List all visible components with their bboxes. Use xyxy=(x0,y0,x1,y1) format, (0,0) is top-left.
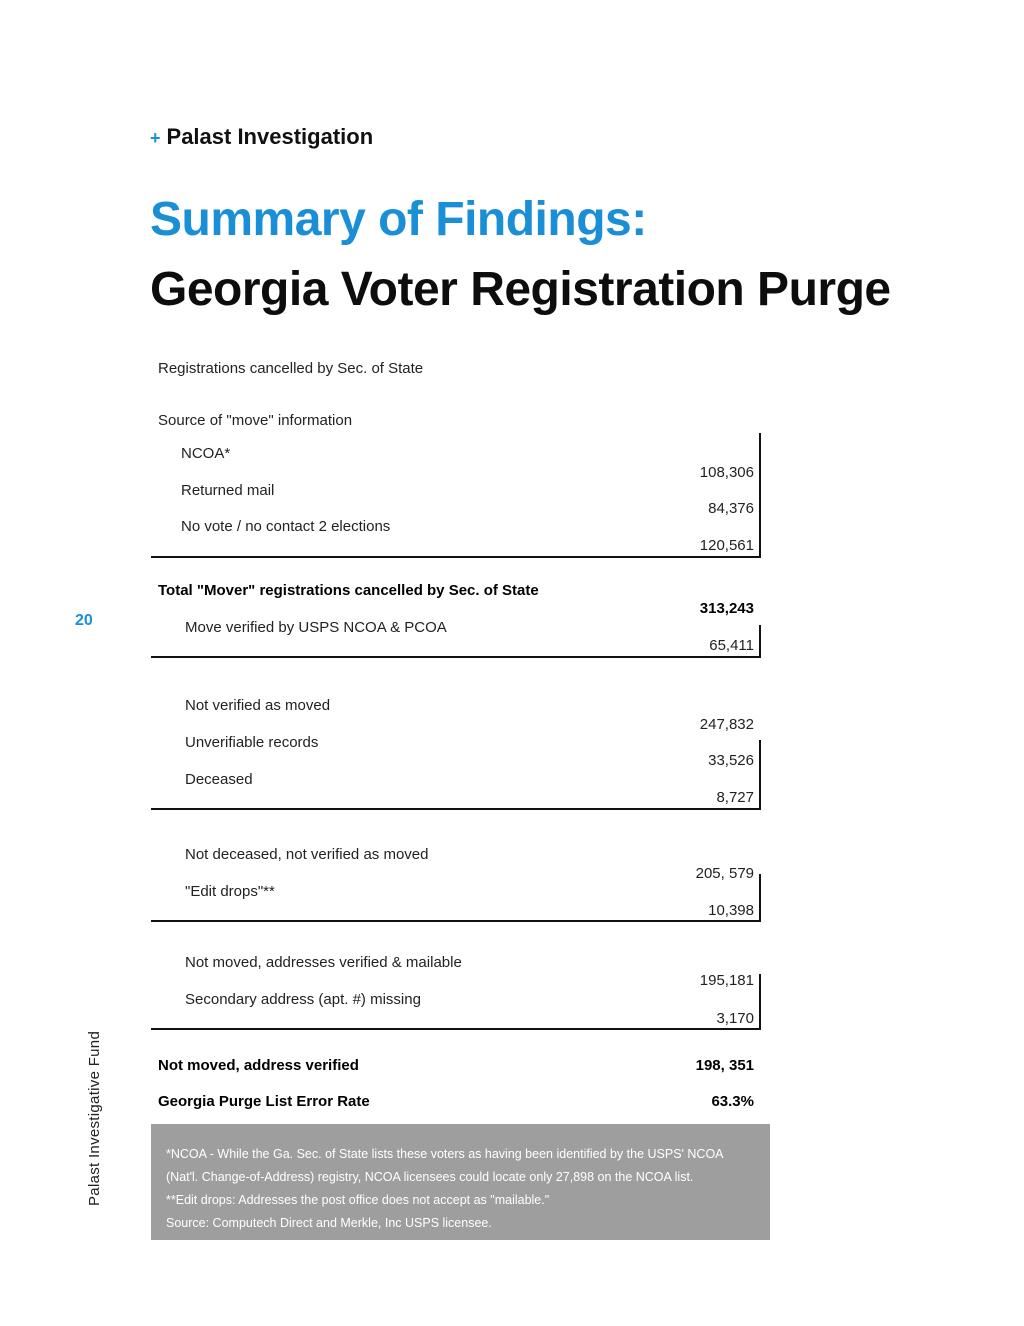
column-divider xyxy=(759,433,761,557)
row-label-total-movers: Total "Mover" registrations cancelled by Sec. of State xyxy=(158,582,539,599)
row-label-not-deceased: Not deceased, not verified as moved xyxy=(185,846,429,863)
section-label-source: Source of "move" information xyxy=(158,412,353,429)
title-line-1: Summary of Findings: xyxy=(150,193,647,246)
row-value-returned-mail: 84,376 xyxy=(708,500,754,517)
row-label-returned-mail: Returned mail xyxy=(181,482,275,499)
row-label-edit-drops: "Edit drops"** xyxy=(185,883,275,900)
divider-line xyxy=(151,556,761,558)
row-value-total-movers: 313,243 xyxy=(699,600,754,617)
header-text: Palast Investigation xyxy=(166,124,374,149)
column-divider xyxy=(759,874,761,921)
row-value-deceased: 8,727 xyxy=(716,789,754,806)
section-label-cancelled: Registrations cancelled by Sec. of State xyxy=(158,360,424,377)
row-label-deceased: Deceased xyxy=(185,771,253,788)
divider-line xyxy=(151,808,761,810)
footnote-ncoa: *NCOA - While the Ga. Sec. of State lists these voters as having been identified by the USPS' NCOA xyxy=(166,1147,724,1161)
row-label-not-moved-mailable: Not moved, addresses verified & mailable xyxy=(185,954,462,971)
row-label-unverifiable: Unverifiable records xyxy=(185,734,319,751)
column-divider xyxy=(759,974,761,1029)
row-value-not-moved-verified: 198, 351 xyxy=(695,1057,754,1074)
row-value-ncoa: 108,306 xyxy=(699,464,754,481)
title-line-2: Georgia Voter Registration Purge xyxy=(150,263,891,316)
row-label-no-vote: No vote / no contact 2 elections xyxy=(181,518,391,535)
row-value-no-vote: 120,561 xyxy=(699,537,754,554)
footnote-edit-drops: **Edit drops: Addresses the post office does not accept as "mailable." xyxy=(166,1193,550,1207)
footnote-source: Source: Computech Direct and Merkle, Inc USPS licensee. xyxy=(166,1216,492,1230)
row-value-edit-drops: 10,398 xyxy=(708,902,754,919)
footnote-ncoa-cont: (Nat'l. Change-of-Address) registry, NCOA licensees could locate only 27,898 on the NCOA list. xyxy=(166,1170,694,1184)
side-label: Palast Investigative Fund xyxy=(86,1030,103,1206)
divider-line xyxy=(151,656,761,658)
row-value-not-deceased: 205, 579 xyxy=(695,865,754,882)
row-value-unverifiable: 33,526 xyxy=(708,752,754,769)
row-value-secondary-address: 3,170 xyxy=(716,1010,754,1027)
row-value-not-moved-mailable: 195,181 xyxy=(699,972,754,989)
row-label-error-rate: Georgia Purge List Error Rate xyxy=(158,1093,370,1110)
column-divider xyxy=(759,625,761,657)
page-number: 20 xyxy=(75,612,93,629)
column-divider xyxy=(759,740,761,809)
row-value-error-rate: 63.3% xyxy=(711,1093,754,1110)
row-value-not-verified: 247,832 xyxy=(699,716,754,733)
report-header xyxy=(150,124,373,150)
row-label-secondary-address: Secondary address (apt. #) missing xyxy=(185,991,421,1008)
row-label-move-verified: Move verified by USPS NCOA & PCOA xyxy=(185,619,447,636)
row-label-not-moved-verified: Not moved, address verified xyxy=(158,1057,359,1074)
row-label-ncoa: NCOA* xyxy=(181,445,231,462)
row-label-not-verified: Not verified as moved xyxy=(185,697,331,714)
plus-icon: + xyxy=(150,128,161,148)
row-value-move-verified: 65,411 xyxy=(709,637,754,654)
divider-line xyxy=(151,1028,761,1030)
divider-line xyxy=(151,920,761,922)
footnotes-box xyxy=(151,1124,770,1240)
